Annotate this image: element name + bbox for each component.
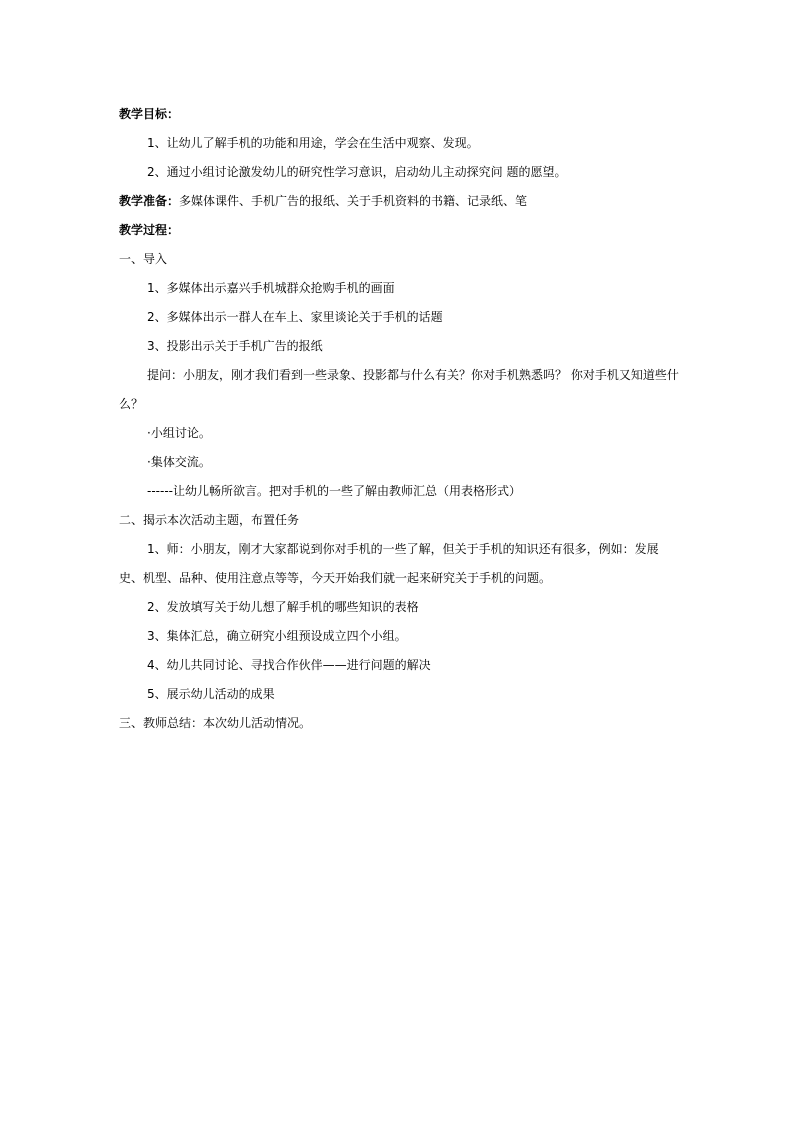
summary-line: ------让幼儿畅所欲言。把对手机的一些了解由教师汇总（用表格形式） [147, 484, 521, 498]
list-item: 1、多媒体出示嘉兴手机城群众抢购手机的画面 [147, 281, 395, 295]
bullet-item: ·小组讨论。 [147, 426, 211, 440]
preparation-line [119, 187, 679, 216]
preparation-text: 多媒体课件、手机广告的报纸、关于手机资料的书籍、记录纸、笔 [179, 194, 528, 208]
process-heading: 教学过程： [119, 223, 180, 237]
document-body [119, 100, 679, 738]
preparation-heading: 教学准备： [119, 194, 180, 208]
list-item: 5、展示幼儿活动的成果 [147, 687, 275, 701]
objective-item: 2、通过小组讨论激发幼儿的研究性学习意识，启动幼儿主动探究问 题的愿望。 [147, 165, 567, 179]
question-paragraph: 提问：小朋友，刚才我们看到一些录象、投影都与什么有关？你对手机熟悉吗？ 你对手机又知道些什么？ [119, 368, 679, 411]
objectives-heading: 教学目标： [119, 107, 180, 121]
teacher-paragraph: 1、师：小朋友，刚才大家都说到你对手机的一些了解，但关于手机的知识还有很多，例如：发展史、机型、品种、使用注意点等等，今天开始我们就一起来研究关于手机的问题。 [119, 542, 659, 585]
section-title: 三、教师总结：本次幼儿活动情况。 [119, 716, 312, 730]
list-item: 3、投影出示关于手机广告的报纸 [147, 339, 323, 353]
list-item: 3、集体汇总，确立研究小组预设成立四个小组。 [147, 629, 407, 643]
list-item: 2、发放填写关于幼儿想了解手机的哪些知识的表格 [147, 600, 419, 614]
section-title: 一、导入 [119, 252, 168, 266]
list-item: 4、幼儿共同讨论、寻找合作伙伴——进行问题的解决 [147, 658, 431, 672]
section-title: 二、揭示本次活动主题，布置任务 [119, 513, 300, 527]
objective-item: 1、让幼儿了解手机的功能和用途，学会在生活中观察、发现。 [147, 136, 479, 150]
list-item: 2、多媒体出示一群人在车上、家里谈论关于手机的话题 [147, 310, 443, 324]
bullet-item: ·集体交流。 [147, 455, 211, 469]
